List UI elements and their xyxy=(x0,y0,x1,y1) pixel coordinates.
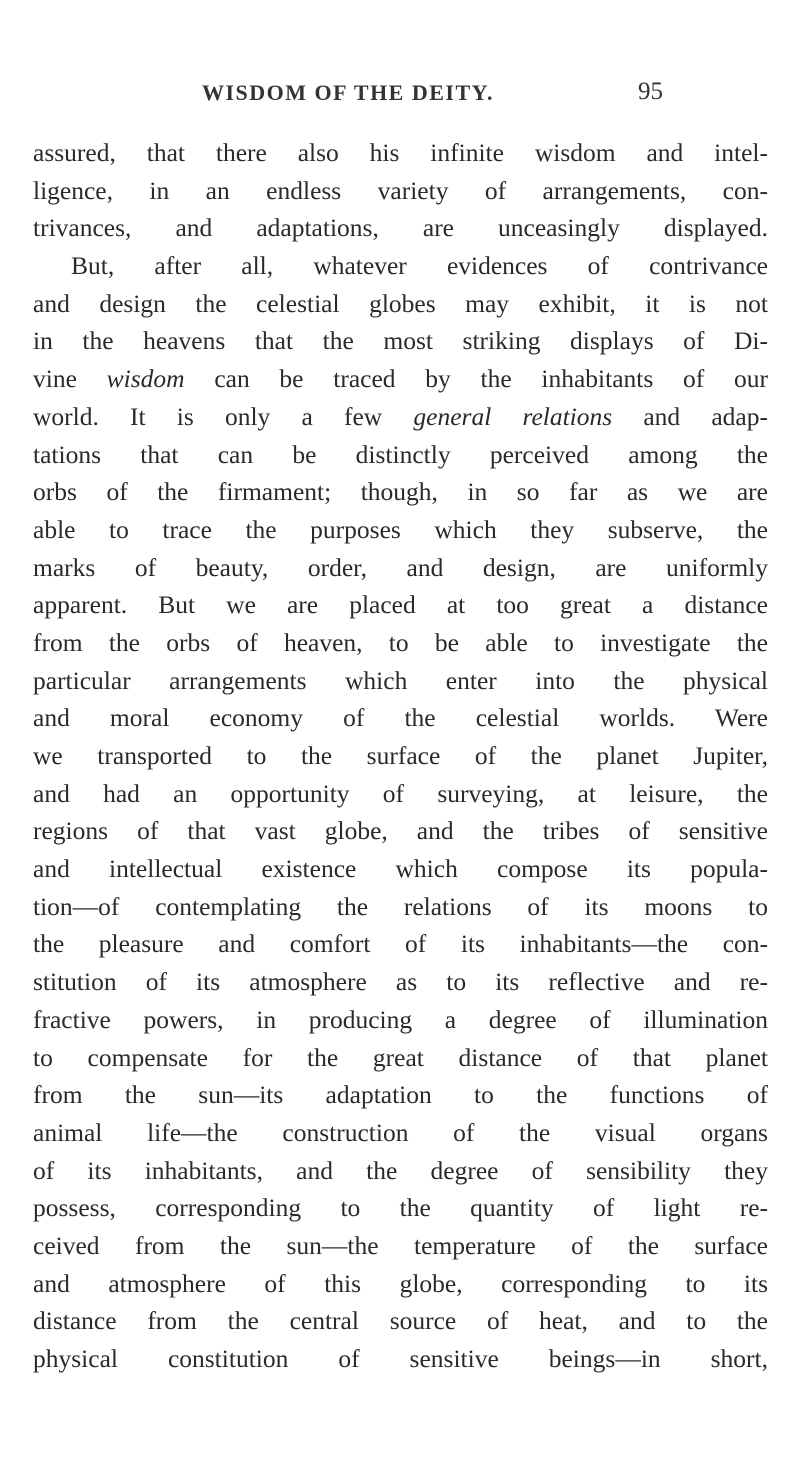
text-line: possess, corresponding to the quantity of light re- xyxy=(33,1193,768,1223)
text-line: particular arrangements which enter into the physical xyxy=(33,665,768,695)
running-title: WISDOM OF THE DEITY. xyxy=(202,80,495,105)
text-line: orbs of the firmament; though, in so far as we are xyxy=(33,477,768,507)
text-line: ceived from the sun—the temperature of the surface xyxy=(33,1230,768,1260)
text-line: trivances, and adaptations, are unceasingly displayed. xyxy=(33,213,768,243)
text-line: from the orbs of heaven, to be able to investigate the xyxy=(33,627,768,657)
text-run: and adap- xyxy=(612,401,768,431)
italic-text: wisdom xyxy=(106,364,185,394)
body-text xyxy=(33,134,768,1378)
page-number: 95 xyxy=(638,78,663,105)
text-line: from the sun—its adaptation to the functions of xyxy=(33,1080,768,1110)
text-line: and moral economy of the celestial worlds. Were xyxy=(33,703,768,733)
text-run: can be traced by the inhabitants of our xyxy=(184,364,768,394)
text-line: able to trace the purposes which they subserve, the xyxy=(33,514,768,544)
text-line: But, after all, whatever evidences of contrivance xyxy=(71,251,768,281)
text-line: apparent. But we are placed at too great a distance xyxy=(33,590,768,620)
text-line: tations that can be distinctly perceived among the xyxy=(33,439,768,469)
text-line: animal life—the construction of the visual organs xyxy=(33,1117,768,1147)
text-line: and atmosphere of this globe, corresponding to its xyxy=(33,1268,768,1298)
text-line: distance from the central source of heat, and to the xyxy=(33,1306,768,1336)
text-line: to compensate for the great distance of that planet xyxy=(33,1042,768,1072)
text-line: assured, that there also his infinite wisdom and intel- xyxy=(33,138,768,167)
text-line: stitution of its atmosphere as to its reflective and re- xyxy=(33,967,768,997)
text-line: and had an opportunity of surveying, at leisure, the xyxy=(33,778,768,808)
text-line: tion—of contemplating the relations of its moons to xyxy=(33,891,768,921)
text-line: ligence, in an endless variety of arrangements, con- xyxy=(33,175,768,205)
text-line: the pleasure and comfort of its inhabitants—the con- xyxy=(33,929,768,959)
text-run: vine xyxy=(33,364,107,394)
text-line: marks of beauty, order, and design, are uniformly xyxy=(33,552,768,582)
text-line: we transported to the surface of the planet Jupiter, xyxy=(33,741,768,770)
text-line: and design the celestial globes may exhibit, it is not xyxy=(33,288,768,318)
text-line xyxy=(33,360,768,398)
text-line xyxy=(33,398,768,436)
text-line: regions of that vast globe, and the tribes of sensitive xyxy=(33,816,768,846)
italic-text: general relations xyxy=(413,401,613,431)
text-line: in the heavens that the most striking displays of Di- xyxy=(33,326,768,356)
text-line: fractive powers, in producing a degree of illumination xyxy=(33,1004,768,1034)
running-head xyxy=(0,80,800,120)
text-line: of its inhabitants, and the degree of sensibility they xyxy=(33,1155,768,1185)
text-line: and intellectual existence which compose its popula- xyxy=(33,854,768,884)
text-run: world. It is only a few xyxy=(33,401,414,431)
text-line: physical constitution of sensitive beings—in short, xyxy=(33,1344,768,1373)
